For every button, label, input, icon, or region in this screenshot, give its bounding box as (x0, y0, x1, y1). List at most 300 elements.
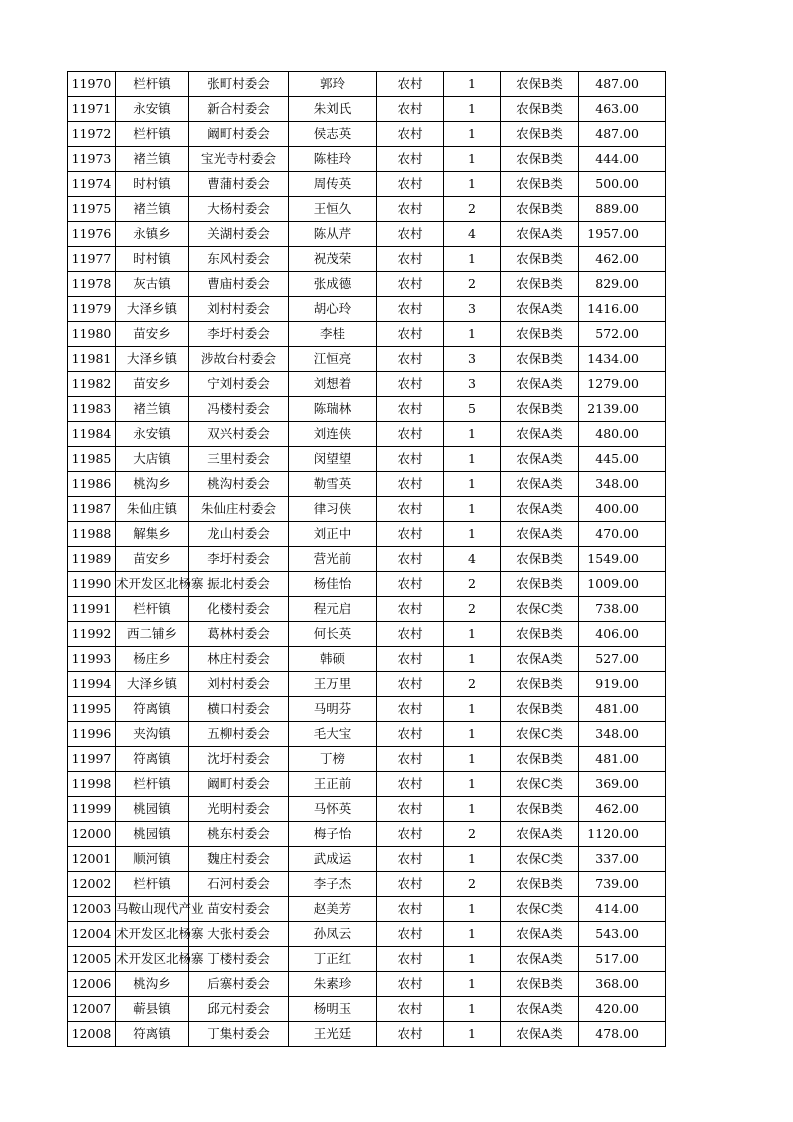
household-size-cell: 1 (444, 647, 501, 672)
household-size-cell: 1 (444, 772, 501, 797)
name-cell: 刘想着 (289, 372, 377, 397)
household-size-cell: 1 (444, 947, 501, 972)
table-row (68, 122, 666, 147)
record-id-cell: 11991 (68, 597, 116, 622)
amount-cell: 478.00 (579, 1022, 666, 1047)
insurance-class-cell: 农保A类 (501, 297, 579, 322)
area-type-cell: 农村 (377, 772, 444, 797)
village-committee-cell: 关湖村委会 (189, 222, 289, 247)
amount-cell: 444.00 (579, 147, 666, 172)
area-type-cell: 农村 (377, 1022, 444, 1047)
table-row (68, 547, 666, 572)
village-committee-cell: 光明村委会 (189, 797, 289, 822)
household-size-cell: 1 (444, 622, 501, 647)
area-type-cell: 农村 (377, 497, 444, 522)
name-cell: 胡心玲 (289, 297, 377, 322)
household-size-cell: 1 (444, 897, 501, 922)
village-committee-cell: 葛林村委会 (189, 622, 289, 647)
village-committee-cell: 冯楼村委会 (189, 397, 289, 422)
amount-cell: 487.00 (579, 72, 666, 97)
township-cell: 大泽乡镇 (116, 297, 189, 322)
record-id-cell: 11981 (68, 347, 116, 372)
township-cell: 永镇乡 (116, 222, 189, 247)
table-row (68, 772, 666, 797)
village-committee-cell: 苗安村委会 (189, 897, 289, 922)
table-row (68, 997, 666, 1022)
name-cell: 丁正红 (289, 947, 377, 972)
area-type-cell: 农村 (377, 447, 444, 472)
amount-cell: 500.00 (579, 172, 666, 197)
record-id-cell: 11994 (68, 672, 116, 697)
amount-cell: 463.00 (579, 97, 666, 122)
table-row (68, 297, 666, 322)
township-cell: 大店镇 (116, 447, 189, 472)
household-size-cell: 1 (444, 747, 501, 772)
area-type-cell: 农村 (377, 647, 444, 672)
insurance-class-cell: 农保A类 (501, 822, 579, 847)
amount-cell: 1549.00 (579, 547, 666, 572)
name-cell: 陈桂玲 (289, 147, 377, 172)
township-cell: 大泽乡镇 (116, 672, 189, 697)
table-row (68, 422, 666, 447)
insurance-class-cell: 农保C类 (501, 722, 579, 747)
record-id-cell: 11985 (68, 447, 116, 472)
name-cell: 马明芬 (289, 697, 377, 722)
household-size-cell: 1 (444, 322, 501, 347)
record-id-cell: 11990 (68, 572, 116, 597)
name-cell: 朱素珍 (289, 972, 377, 997)
amount-cell: 1416.00 (579, 297, 666, 322)
table-row (68, 222, 666, 247)
township-cell: 符离镇 (116, 1022, 189, 1047)
insurance-class-cell: 农保B类 (501, 622, 579, 647)
record-id-cell: 11971 (68, 97, 116, 122)
village-committee-cell: 后寨村委会 (189, 972, 289, 997)
table-row (68, 597, 666, 622)
household-size-cell: 3 (444, 372, 501, 397)
table-row (68, 72, 666, 97)
township-cell: 桃园镇 (116, 797, 189, 822)
insurance-class-cell: 农保A类 (501, 647, 579, 672)
area-type-cell: 农村 (377, 797, 444, 822)
record-id-cell: 12000 (68, 822, 116, 847)
table-row (68, 472, 666, 497)
table-row (68, 322, 666, 347)
area-type-cell: 农村 (377, 822, 444, 847)
record-id-cell: 11984 (68, 422, 116, 447)
table-row (68, 797, 666, 822)
name-cell: 李桂 (289, 322, 377, 347)
township-cell: 时村镇 (116, 172, 189, 197)
area-type-cell: 农村 (377, 472, 444, 497)
area-type-cell: 农村 (377, 347, 444, 372)
insurance-class-cell: 农保A类 (501, 947, 579, 972)
record-id-cell: 12004 (68, 922, 116, 947)
household-size-cell: 1 (444, 97, 501, 122)
insurance-class-cell: 农保C类 (501, 847, 579, 872)
insurance-class-cell: 农保B类 (501, 547, 579, 572)
household-size-cell: 1 (444, 122, 501, 147)
township-cell: 苗安乡 (116, 322, 189, 347)
village-committee-cell: 振北村委会 (189, 572, 289, 597)
household-size-cell: 2 (444, 197, 501, 222)
township-cell: 马鞍山现代产业 (116, 897, 189, 922)
village-committee-cell: 三里村委会 (189, 447, 289, 472)
insurance-class-cell: 农保C类 (501, 772, 579, 797)
record-id-cell: 11978 (68, 272, 116, 297)
amount-cell: 400.00 (579, 497, 666, 522)
household-size-cell: 1 (444, 522, 501, 547)
name-cell: 王光廷 (289, 1022, 377, 1047)
amount-cell: 481.00 (579, 697, 666, 722)
name-cell: 马怀英 (289, 797, 377, 822)
household-size-cell: 1 (444, 797, 501, 822)
amount-cell: 919.00 (579, 672, 666, 697)
insurance-class-cell: 农保B类 (501, 197, 579, 222)
record-id-cell: 11996 (68, 722, 116, 747)
insurance-class-cell: 农保B类 (501, 272, 579, 297)
record-id-cell: 11989 (68, 547, 116, 572)
amount-cell: 414.00 (579, 897, 666, 922)
area-type-cell: 农村 (377, 972, 444, 997)
table-row (68, 147, 666, 172)
insurance-class-cell: 农保B类 (501, 122, 579, 147)
record-id-cell: 11975 (68, 197, 116, 222)
village-committee-cell: 林庄村委会 (189, 647, 289, 672)
household-size-cell: 1 (444, 922, 501, 947)
name-cell: 杨佳怡 (289, 572, 377, 597)
name-cell: 王恒久 (289, 197, 377, 222)
name-cell: 刘连侠 (289, 422, 377, 447)
village-committee-cell: 桃沟村委会 (189, 472, 289, 497)
area-type-cell: 农村 (377, 872, 444, 897)
insurance-class-cell: 农保B类 (501, 147, 579, 172)
amount-cell: 739.00 (579, 872, 666, 897)
name-cell: 陈瑞林 (289, 397, 377, 422)
village-committee-cell: 阚町村委会 (189, 122, 289, 147)
name-cell: 律习侠 (289, 497, 377, 522)
name-cell: 营光前 (289, 547, 377, 572)
record-id-cell: 12001 (68, 847, 116, 872)
record-id-cell: 12003 (68, 897, 116, 922)
household-size-cell: 2 (444, 572, 501, 597)
amount-cell: 829.00 (579, 272, 666, 297)
insurance-class-cell: 农保C类 (501, 897, 579, 922)
township-cell: 苗安乡 (116, 372, 189, 397)
township-cell: 永安镇 (116, 422, 189, 447)
household-size-cell: 1 (444, 972, 501, 997)
record-id-cell: 12007 (68, 997, 116, 1022)
household-size-cell: 1 (444, 447, 501, 472)
record-id-cell: 11983 (68, 397, 116, 422)
area-type-cell: 农村 (377, 272, 444, 297)
record-id-cell: 11982 (68, 372, 116, 397)
insurance-class-cell: 农保B类 (501, 972, 579, 997)
table-row (68, 672, 666, 697)
household-size-cell: 1 (444, 497, 501, 522)
insurance-class-cell: 农保A类 (501, 997, 579, 1022)
township-cell: 栏杆镇 (116, 72, 189, 97)
roster-body (68, 72, 666, 1047)
table-row (68, 372, 666, 397)
insurance-class-cell: 农保A类 (501, 522, 579, 547)
household-size-cell: 2 (444, 672, 501, 697)
amount-cell: 406.00 (579, 622, 666, 647)
area-type-cell: 农村 (377, 722, 444, 747)
township-cell: 桃园镇 (116, 822, 189, 847)
name-cell: 韩硕 (289, 647, 377, 672)
table-row (68, 697, 666, 722)
township-cell: 大泽乡镇 (116, 347, 189, 372)
village-committee-cell: 双兴村委会 (189, 422, 289, 447)
amount-cell: 445.00 (579, 447, 666, 472)
name-cell: 赵美芳 (289, 897, 377, 922)
insurance-class-cell: 农保B类 (501, 672, 579, 697)
record-id-cell: 11979 (68, 297, 116, 322)
insurance-class-cell: 农保A类 (501, 497, 579, 522)
name-cell: 李子杰 (289, 872, 377, 897)
area-type-cell: 农村 (377, 197, 444, 222)
amount-cell: 462.00 (579, 247, 666, 272)
table-row (68, 972, 666, 997)
table-row (68, 397, 666, 422)
name-cell: 杨明玉 (289, 997, 377, 1022)
insurance-class-cell: 农保B类 (501, 97, 579, 122)
household-size-cell: 1 (444, 847, 501, 872)
amount-cell: 517.00 (579, 947, 666, 972)
village-committee-cell: 涉故台村委会 (189, 347, 289, 372)
table-row (68, 622, 666, 647)
amount-cell: 1009.00 (579, 572, 666, 597)
insurance-class-cell: 农保B类 (501, 572, 579, 597)
name-cell: 张成德 (289, 272, 377, 297)
insurance-class-cell: 农保B类 (501, 747, 579, 772)
area-type-cell: 农村 (377, 247, 444, 272)
township-cell: 顺河镇 (116, 847, 189, 872)
table-row (68, 172, 666, 197)
area-type-cell: 农村 (377, 672, 444, 697)
household-size-cell: 1 (444, 697, 501, 722)
area-type-cell: 农村 (377, 397, 444, 422)
record-id-cell: 11976 (68, 222, 116, 247)
amount-cell: 348.00 (579, 472, 666, 497)
township-cell: 术开发区北杨寨 (116, 947, 189, 972)
insurance-class-cell: 农保B类 (501, 347, 579, 372)
area-type-cell: 农村 (377, 747, 444, 772)
village-committee-cell: 刘村村委会 (189, 297, 289, 322)
village-committee-cell: 沈圩村委会 (189, 747, 289, 772)
township-cell: 苗安乡 (116, 547, 189, 572)
record-id-cell: 11986 (68, 472, 116, 497)
village-committee-cell: 大杨村委会 (189, 197, 289, 222)
name-cell: 武成运 (289, 847, 377, 872)
amount-cell: 1434.00 (579, 347, 666, 372)
village-committee-cell: 曹蒲村委会 (189, 172, 289, 197)
village-committee-cell: 丁楼村委会 (189, 947, 289, 972)
insurance-class-cell: 农保B类 (501, 697, 579, 722)
township-cell: 桃沟乡 (116, 472, 189, 497)
township-cell: 夹沟镇 (116, 722, 189, 747)
area-type-cell: 农村 (377, 222, 444, 247)
name-cell: 侯志英 (289, 122, 377, 147)
insurance-class-cell: 农保B类 (501, 872, 579, 897)
area-type-cell: 农村 (377, 922, 444, 947)
record-id-cell: 11997 (68, 747, 116, 772)
village-committee-cell: 大张村委会 (189, 922, 289, 947)
township-cell: 栏杆镇 (116, 772, 189, 797)
area-type-cell: 农村 (377, 297, 444, 322)
village-committee-cell: 李圩村委会 (189, 547, 289, 572)
area-type-cell: 农村 (377, 422, 444, 447)
township-cell: 栏杆镇 (116, 597, 189, 622)
township-cell: 术开发区北杨寨 (116, 572, 189, 597)
table-row (68, 522, 666, 547)
village-committee-cell: 宁刘村委会 (189, 372, 289, 397)
household-size-cell: 3 (444, 297, 501, 322)
village-committee-cell: 邱元村委会 (189, 997, 289, 1022)
household-size-cell: 5 (444, 397, 501, 422)
village-committee-cell: 阚町村委会 (189, 772, 289, 797)
record-id-cell: 11999 (68, 797, 116, 822)
insurance-class-cell: 农保B类 (501, 797, 579, 822)
township-cell: 永安镇 (116, 97, 189, 122)
amount-cell: 481.00 (579, 747, 666, 772)
area-type-cell: 农村 (377, 172, 444, 197)
record-id-cell: 12005 (68, 947, 116, 972)
household-size-cell: 1 (444, 72, 501, 97)
township-cell: 时村镇 (116, 247, 189, 272)
insurance-class-cell: 农保B类 (501, 322, 579, 347)
name-cell: 周传英 (289, 172, 377, 197)
amount-cell: 543.00 (579, 922, 666, 947)
area-type-cell: 农村 (377, 72, 444, 97)
amount-cell: 462.00 (579, 797, 666, 822)
area-type-cell: 农村 (377, 122, 444, 147)
township-cell: 杨庄乡 (116, 647, 189, 672)
table-row (68, 197, 666, 222)
amount-cell: 470.00 (579, 522, 666, 547)
village-committee-cell: 曹庙村委会 (189, 272, 289, 297)
township-cell: 栏杆镇 (116, 872, 189, 897)
insurance-class-cell: 农保A类 (501, 447, 579, 472)
name-cell: 闵望望 (289, 447, 377, 472)
household-size-cell: 1 (444, 722, 501, 747)
household-size-cell: 3 (444, 347, 501, 372)
household-size-cell: 2 (444, 822, 501, 847)
table-row (68, 97, 666, 122)
village-committee-cell: 张町村委会 (189, 72, 289, 97)
township-cell: 西二铺乡 (116, 622, 189, 647)
household-size-cell: 2 (444, 597, 501, 622)
amount-cell: 480.00 (579, 422, 666, 447)
amount-cell: 348.00 (579, 722, 666, 747)
village-committee-cell: 李圩村委会 (189, 322, 289, 347)
area-type-cell: 农村 (377, 522, 444, 547)
amount-cell: 368.00 (579, 972, 666, 997)
table-row (68, 947, 666, 972)
record-id-cell: 11992 (68, 622, 116, 647)
village-committee-cell: 横口村委会 (189, 697, 289, 722)
village-committee-cell: 龙山村委会 (189, 522, 289, 547)
amount-cell: 572.00 (579, 322, 666, 347)
area-type-cell: 农村 (377, 372, 444, 397)
insurance-class-cell: 农保A类 (501, 1022, 579, 1047)
name-cell: 王正前 (289, 772, 377, 797)
township-cell: 蕲县镇 (116, 997, 189, 1022)
table-row (68, 1022, 666, 1047)
insurance-class-cell: 农保C类 (501, 597, 579, 622)
township-cell: 符离镇 (116, 747, 189, 772)
name-cell: 江恒亮 (289, 347, 377, 372)
household-size-cell: 4 (444, 547, 501, 572)
area-type-cell: 农村 (377, 97, 444, 122)
table-row (68, 572, 666, 597)
area-type-cell: 农村 (377, 947, 444, 972)
household-size-cell: 4 (444, 222, 501, 247)
record-id-cell: 11995 (68, 697, 116, 722)
record-id-cell: 11998 (68, 772, 116, 797)
area-type-cell: 农村 (377, 547, 444, 572)
village-committee-cell: 化楼村委会 (189, 597, 289, 622)
area-type-cell: 农村 (377, 597, 444, 622)
name-cell: 梅子怡 (289, 822, 377, 847)
household-size-cell: 1 (444, 1022, 501, 1047)
table-row (68, 822, 666, 847)
amount-cell: 487.00 (579, 122, 666, 147)
household-size-cell: 2 (444, 872, 501, 897)
name-cell: 毛大宝 (289, 722, 377, 747)
record-id-cell: 12006 (68, 972, 116, 997)
name-cell: 郭玲 (289, 72, 377, 97)
village-committee-cell: 桃东村委会 (189, 822, 289, 847)
township-cell: 解集乡 (116, 522, 189, 547)
household-size-cell: 1 (444, 997, 501, 1022)
name-cell: 陈从芹 (289, 222, 377, 247)
township-cell: 褚兰镇 (116, 147, 189, 172)
village-committee-cell: 石河村委会 (189, 872, 289, 897)
township-cell: 栏杆镇 (116, 122, 189, 147)
township-cell: 褚兰镇 (116, 197, 189, 222)
table-row (68, 897, 666, 922)
area-type-cell: 农村 (377, 997, 444, 1022)
table-row (68, 247, 666, 272)
township-cell: 褚兰镇 (116, 397, 189, 422)
area-type-cell: 农村 (377, 322, 444, 347)
record-id-cell: 11993 (68, 647, 116, 672)
table-row (68, 722, 666, 747)
name-cell: 孙凤云 (289, 922, 377, 947)
township-cell: 术开发区北杨寨 (116, 922, 189, 947)
table-row (68, 872, 666, 897)
table-row (68, 647, 666, 672)
household-size-cell: 1 (444, 147, 501, 172)
record-id-cell: 11973 (68, 147, 116, 172)
table-row (68, 747, 666, 772)
name-cell: 丁榜 (289, 747, 377, 772)
household-size-cell: 1 (444, 422, 501, 447)
name-cell: 祝茂荣 (289, 247, 377, 272)
record-id-cell: 11972 (68, 122, 116, 147)
village-committee-cell: 东风村委会 (189, 247, 289, 272)
amount-cell: 1279.00 (579, 372, 666, 397)
insurance-class-cell: 农保A类 (501, 372, 579, 397)
amount-cell: 420.00 (579, 997, 666, 1022)
insurance-class-cell: 农保B类 (501, 72, 579, 97)
village-committee-cell: 新合村委会 (189, 97, 289, 122)
amount-cell: 2139.00 (579, 397, 666, 422)
amount-cell: 1957.00 (579, 222, 666, 247)
roster-table (67, 71, 666, 1047)
